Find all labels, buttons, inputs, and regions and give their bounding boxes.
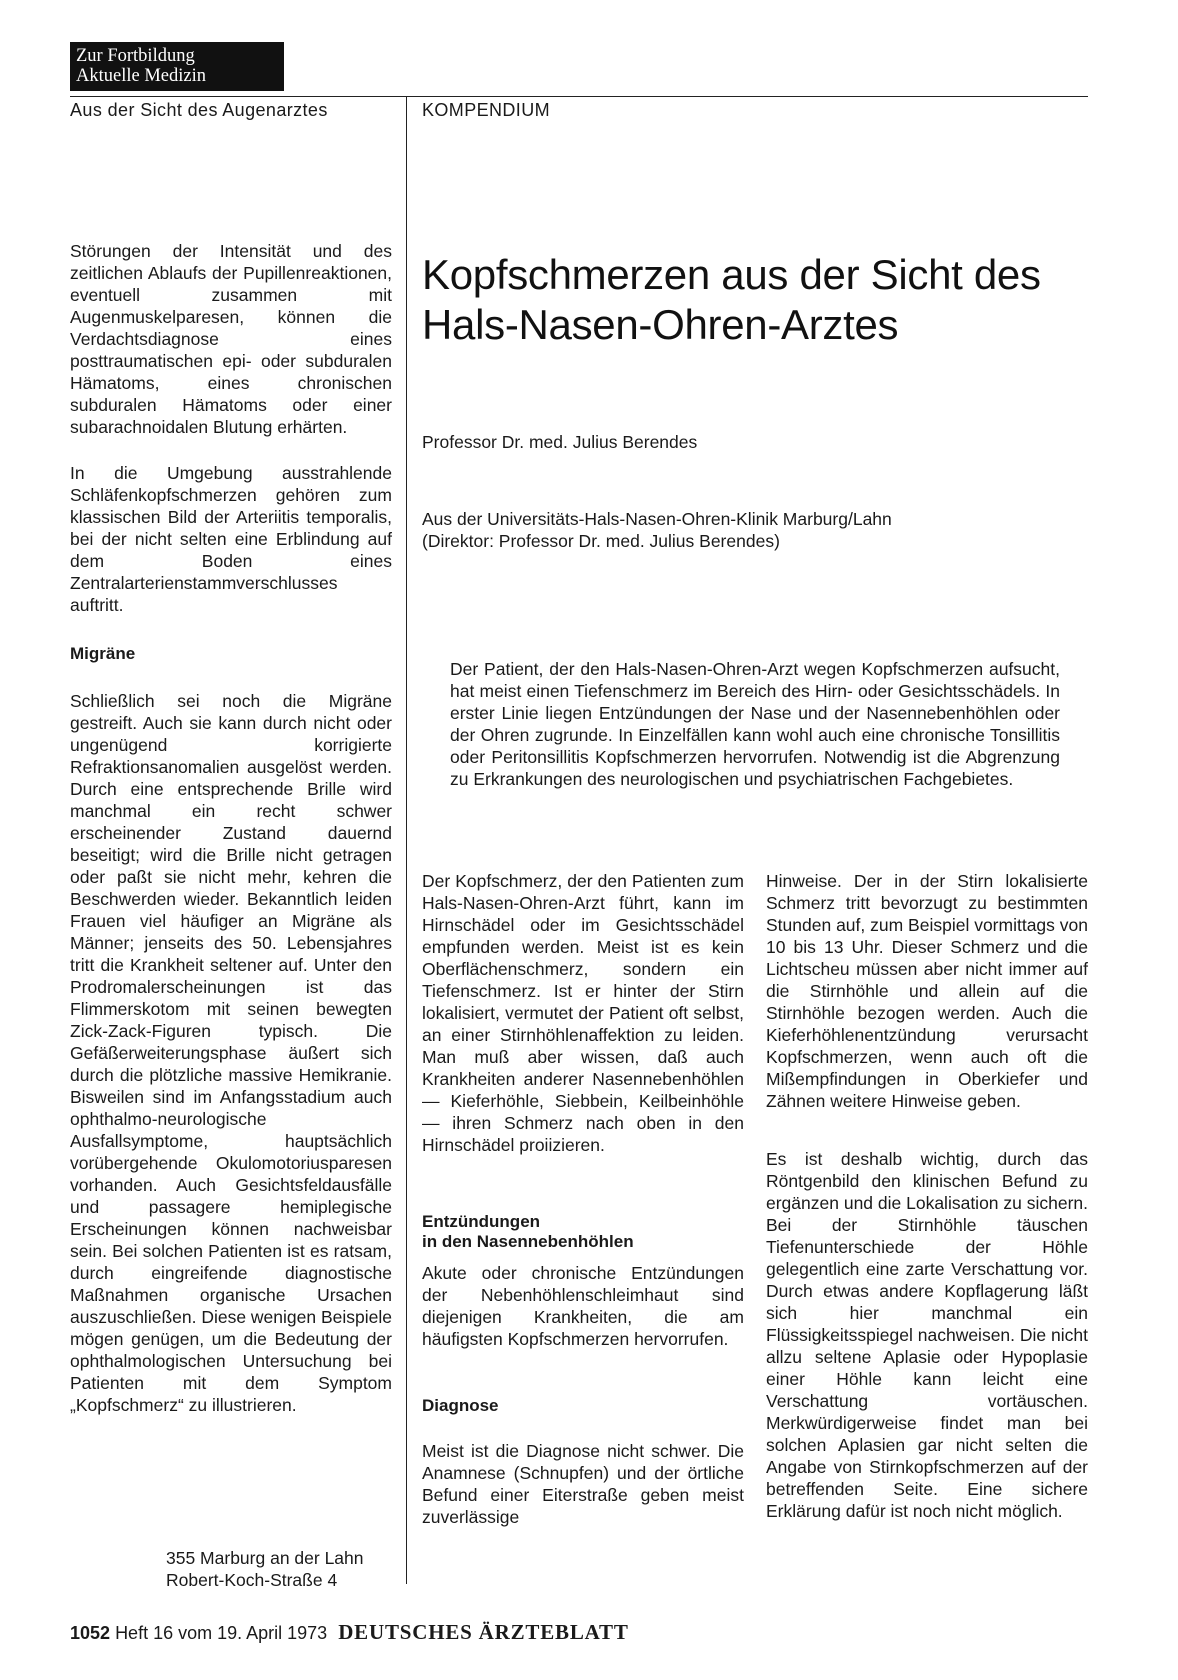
affiliation-line-2: (Direktor: Professor Dr. med. Julius Berendes) xyxy=(422,531,780,551)
running-header-left: Aus der Sicht des Augenarztes xyxy=(70,100,328,120)
middle-paragraph-2: Akute oder chronische Entzündungen der Nebenhöhlenschleimhaut sind diejenigen Krankheiten, die am häufigsten Kopfschmerzen hervorrufen. xyxy=(422,1263,744,1349)
page-number: 1052 xyxy=(70,1623,111,1643)
affiliation-line-1: Aus der Universitäts-Hals-Nasen-Ohren-Klinik Marburg/Lahn xyxy=(422,509,892,529)
heading-entzuendungen-line-2: in den Nasennebenhöhlen xyxy=(422,1232,634,1251)
article-title: Kopfschmerzen aus der Sicht des Hals-Nasen-Ohren-Arztes xyxy=(422,251,1041,348)
journal-name: DEUTSCHES ÄRZTEBLATT xyxy=(338,1620,629,1644)
article-abstract: Der Patient, der den Hals-Nasen-Ohren-Arzt wegen Kopfschmerzen aufsucht, hat meist einen Tiefenschmerz im Bereich des Hirn- oder Gesichtsschädels. In erster Linie liegen Entzündungen der Nase und der Nasennebenhöhlen oder der Ohren zugrunde. In Einzelfällen kann wohl auch eine chronische Tonsillitis oder Peritonsillitis Kopfschmerzen hervorrufen. Notwendig ist die Abgrenzung zu Erkrankungen des neurologischen und psychiatrischen Fachgebietes. xyxy=(450,659,1060,789)
article-affiliation xyxy=(422,508,892,552)
heading-entzuendungen-line-1: Entzündungen xyxy=(422,1212,541,1231)
page-footer xyxy=(70,1620,629,1645)
heading-migraene: Migräne xyxy=(70,644,136,663)
address-line-2: Robert-Koch-Straße 4 xyxy=(166,1570,338,1590)
right-paragraph-2: Es ist deshalb wichtig, durch das Röntgenbild den klinischen Befund zu ergänzen und die Lokalisation zu sichern. Bei der Stirnhöhle täuschen Tiefenunterschiede der Höhle gelegentlich eine zarte Verschattung vor. Durch etwas andere Kopflagerung läßt sich hier manchmal ein Flüssigkeitsspiegel nachweisen. Die nicht allzu seltene Aplasie oder Hypoplasie einer Höhle kann leicht eine Verschattung vortäuschen. Merkwürdigerweise findet man bei solchen Aplasien gar nicht selten die Angabe von Stirnkopfschmerzen auf der betreffenden Seite. Eine sichere Erklärung dafür ist noch nicht möglich. xyxy=(766,1149,1089,1521)
badge-line-2: Aktuelle Medizin xyxy=(76,66,206,86)
header-rule xyxy=(70,96,1088,97)
issue-info: Heft 16 vom 19. April 1973 xyxy=(115,1623,328,1643)
heading-entzuendungen xyxy=(422,1212,744,1252)
running-header-right: KOMPENDIUM xyxy=(422,100,551,120)
left-paragraph-2: In die Umgebung ausstrahlende Schläfenkopfschmerzen gehören zum klassischen Bild der Arteriitis temporalis, bei der nicht selten eine Erblindung auf dem Boden eines Zentralarterienstammverschlusses auftritt. xyxy=(70,463,392,615)
right-paragraph-1: Hinweise. Der in der Stirn lokalisierte Schmerz tritt bevorzugt zu bestimmten Stunden auf, zum Beispiel vormittags von 10 bis 13 Uhr. Dieser Schmerz und die Lichtscheu müssen aber nicht immer auf die Stirnhöhle und allein auf die Stirnhöhle bezogen werden. Auch die Kieferhöhlenentzündung verursacht Kopfschmerzen, wenn auch oft die Mißempfindungen in Oberkiefer und Zähnen weitere Hinweise geben. xyxy=(766,871,1088,1111)
address-line-1: 355 Marburg an der Lahn xyxy=(166,1548,364,1568)
column-rule xyxy=(406,96,407,1584)
badge-line-1: Zur Fortbildung xyxy=(76,46,195,66)
author-address xyxy=(166,1547,364,1591)
heading-diagnose: Diagnose xyxy=(422,1396,499,1415)
middle-paragraph-3: Meist ist die Diagnose nicht schwer. Die Anamnese (Schnupfen) und der örtliche Befund einer Eiterstraße geben meist zuverlässige xyxy=(422,1441,744,1527)
middle-paragraph-1: Der Kopfschmerz, der den Patienten zum Hals-Nasen-Ohren-Arzt führt, kann im Hirnschädel oder im Gesichtsschädel empfunden werden. Meist ist es kein Oberflächenschmerz, sondern ein Tiefenschmerz. Ist er hinter der Stirn lokalisiert, vermutet der Patient oft selbst, an einer Stirnhöhlenaffektion zu leiden. Man muß aber wissen, daß auch Krankheiten anderer Nasennebenhöhlen — Kieferhöhle, Siebbein, Keilbeinhöhle — ihren Schmerz nach oben in den Hirnschädel proiizieren. xyxy=(422,871,744,1155)
left-paragraph-3: Schließlich sei noch die Migräne gestreift. Auch sie kann durch nicht oder ungenügend korrigierte Refraktionsanomalien ausgelöst werden. Durch eine entsprechende Brille wird manchmal ein recht schwer erscheinender Zustand dauernd beseitigt; wird die Brille nicht getragen oder paßt sie nicht mehr, kehren die Beschwerden wieder. Bekanntlich leiden Frauen viel häufiger an Migräne als Männer; jenseits des 50. Lebensjahres tritt die Krankheit seltener auf. Unter den Prodromalerscheinungen ist das Flimmerskotom mit seinen bewegten Zick-Zack-Figuren typisch. Die Gefäßerweiterungsphase äußert sich durch die plötzliche massive Hemikranie. Bisweilen sind im Anfangsstadium auch ophthalmo-neurologische Ausfallsymptome, hauptsächlich vorübergehende Okulomotoriusparesen vorhanden. Auch Gesichtsfeldausfälle und passagere hemiplegische Erscheinungen können nachweisbar sein. Bei solchen Patienten ist es ratsam, durch eingreifende diagnostische Maßnahmen organische Ursachen auszuschließen. Diese wenigen Beispiele mögen genügen, um die Bedeutung der ophthalmologischen Untersuchung bei Patienten mit dem Symptom „Kopfschmerz“ zu illustrieren. xyxy=(70,691,392,1415)
left-paragraph-1: Störungen der Intensität und des zeitlichen Ablaufs der Pupillenreaktionen, eventuell zusammen mit Augenmuskelparesen, können die Verdachtsdiagnose eines posttraumatischen epi- oder subduralen Hämatoms, eines chronischen subduralen Hämatoms oder einer subarachnoidalen Blutung erhärten. xyxy=(70,241,392,437)
article-author: Professor Dr. med. Julius Berendes xyxy=(422,432,698,452)
section-badge xyxy=(70,42,284,91)
